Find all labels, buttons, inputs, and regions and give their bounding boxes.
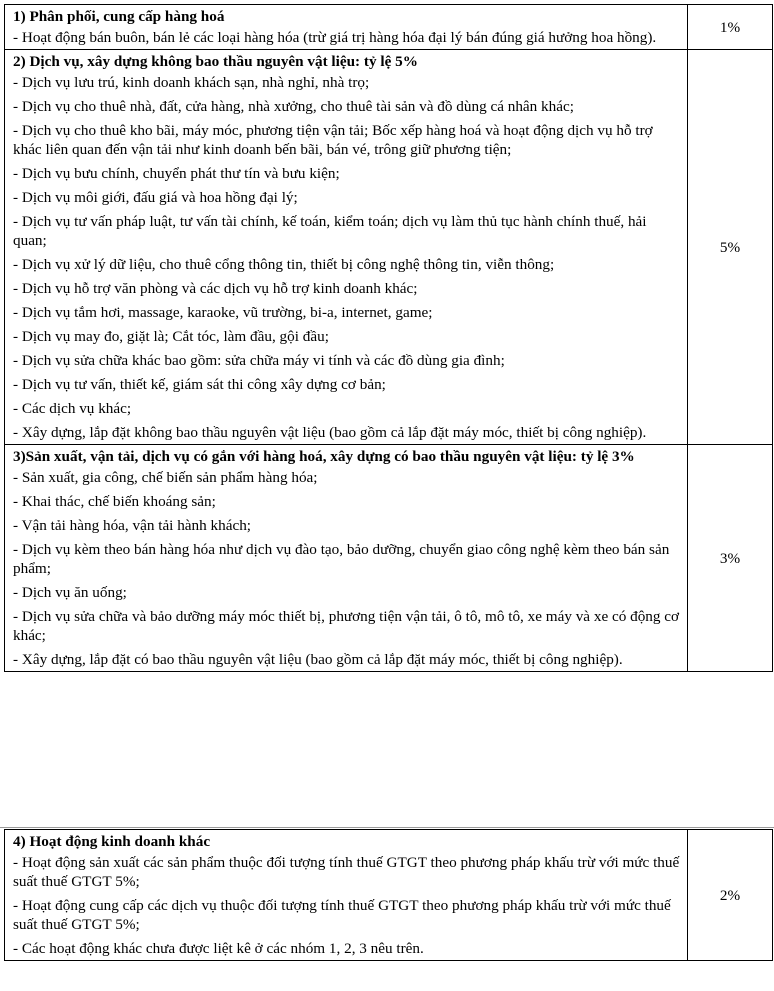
group-row [5, 830, 773, 961]
page-break-line [0, 827, 774, 828]
group-heading: 2) Dịch vụ, xây dựng không bao thầu nguyên vật liệu: tỷ lệ 5% [13, 53, 418, 70]
group-row [5, 5, 773, 50]
group-description [5, 445, 688, 672]
list-item: - Dịch vụ lưu trú, kinh doanh khách sạn, nhà nghỉ, nhà trọ; [13, 74, 370, 91]
list-item: - Sản xuất, gia công, chế biến sản phẩm hàng hóa; [13, 469, 318, 486]
tax-rate-table [4, 4, 773, 672]
item-list [13, 853, 681, 958]
group-rate: 1% [688, 5, 773, 50]
list-item: - Dịch vụ tư vấn pháp luật, tư vấn tài chính, kế toán, kiểm toán; dịch vụ làm thủ tục hành chính thuế, hải quan; [13, 213, 647, 249]
list-item: - Vận tải hàng hóa, vận tải hành khách; [13, 517, 252, 534]
list-item: - Dịch vụ kèm theo bán hàng hóa như dịch vụ đào tạo, bảo dưỡng, chuyển giao công nghệ kèm theo bán sản phẩm; [13, 541, 670, 577]
group-description [5, 5, 688, 50]
group-description [5, 50, 688, 445]
list-item: - Dịch vụ sửa chữa và bảo dưỡng máy móc thiết bị, phương tiện vận tải, ô tô, mô tô, xe máy và xe có động cơ khác; [13, 608, 680, 644]
group-description [5, 830, 688, 961]
list-item: - Dịch vụ sửa chữa khác bao gồm: sửa chữa máy vi tính và các đồ dùng gia đình; [13, 352, 505, 369]
list-item: - Các dịch vụ khác; [13, 400, 132, 417]
list-item: - Dịch vụ cho thuê kho bãi, máy móc, phương tiện vận tải; Bốc xếp hàng hoá và hoạt động dịch vụ hỗ trợ khác liên quan đến vận tải như kinh doanh bến bãi, bán vé, trông giữ phương tiện; [13, 122, 653, 158]
list-item: - Dịch vụ ăn uống; [13, 584, 127, 601]
item-list [13, 28, 681, 47]
list-item: - Dịch vụ tắm hơi, massage, karaoke, vũ trường, bi-a, internet, game; [13, 304, 433, 321]
list-item: - Hoạt động bán buôn, bán lẻ các loại hàng hóa (trừ giá trị hàng hóa đại lý bán đúng giá hưởng hoa hồng). [13, 29, 657, 46]
group-rate: 5% [688, 50, 773, 445]
item-list [13, 73, 681, 442]
group-heading: 1) Phân phối, cung cấp hàng hoá [13, 8, 225, 25]
list-item: - Dịch vụ hỗ trợ văn phòng và các dịch vụ hỗ trợ kinh doanh khác; [13, 280, 418, 297]
list-item: - Xây dựng, lắp đặt không bao thầu nguyên vật liệu (bao gồm cả lắp đặt máy móc, thiết bị công nghiệp). [13, 424, 647, 441]
group-row [5, 445, 773, 672]
group-heading: 3)Sản xuất, vận tải, dịch vụ có gắn với hàng hoá, xây dựng có bao thầu nguyên vật liệu: tỷ lệ 3% [13, 448, 635, 465]
list-item: - Hoạt động cung cấp các dịch vụ thuộc đối tượng tính thuế GTGT theo phương pháp khấu trừ với mức thuế suất thuế GTGT 5%; [13, 897, 671, 933]
list-item: - Dịch vụ bưu chính, chuyển phát thư tín và bưu kiện; [13, 165, 340, 182]
group-rate: 2% [688, 830, 773, 961]
list-item: - Dịch vụ xử lý dữ liệu, cho thuê cổng thông tin, thiết bị công nghệ thông tin, viễn thông; [13, 256, 555, 273]
list-item: - Khai thác, chế biến khoáng sản; [13, 493, 216, 510]
tax-rate-table-continued [4, 829, 773, 961]
list-item: - Dịch vụ tư vấn, thiết kế, giám sát thi công xây dựng cơ bản; [13, 376, 386, 393]
list-item: - Dịch vụ cho thuê nhà, đất, cửa hàng, nhà xưởng, cho thuê tài sản và đồ dùng cá nhân khác; [13, 98, 574, 115]
group-row [5, 50, 773, 445]
list-item: - Các hoạt động khác chưa được liệt kê ở các nhóm 1, 2, 3 nêu trên. [13, 940, 424, 957]
list-item: - Xây dựng, lắp đặt có bao thầu nguyên vật liệu (bao gồm cả lắp đặt máy móc, thiết bị công nghiệp). [13, 651, 623, 668]
group-heading: 4) Hoạt động kinh doanh khác [13, 833, 211, 850]
item-list [13, 468, 681, 669]
group-rate: 3% [688, 445, 773, 672]
list-item: - Dịch vụ may đo, giặt là; Cắt tóc, làm đầu, gội đầu; [13, 328, 329, 345]
list-item: - Dịch vụ môi giới, đấu giá và hoa hồng đại lý; [13, 189, 298, 206]
list-item: - Hoạt động sản xuất các sản phẩm thuộc đối tượng tính thuế GTGT theo phương pháp khấu trừ với mức thuế suất thuế GTGT 5%; [13, 854, 680, 890]
